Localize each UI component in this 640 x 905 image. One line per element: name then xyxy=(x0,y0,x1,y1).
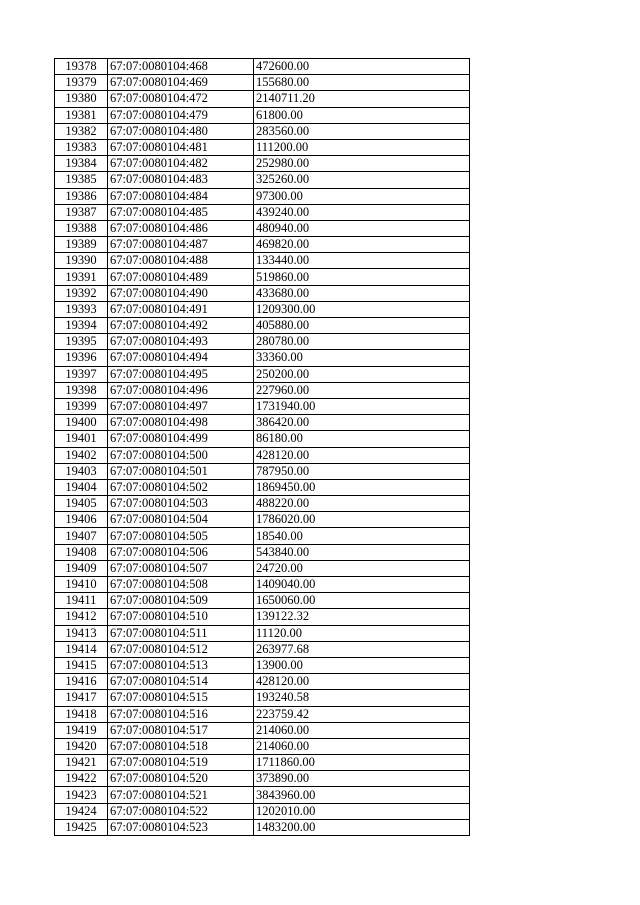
table-row xyxy=(55,285,470,301)
cadastral-number-cell: 67:07:0080104:486 xyxy=(108,220,254,236)
table-row xyxy=(55,75,470,91)
amount-cell: 252980.00 xyxy=(254,156,470,172)
row-number-cell: 19380 xyxy=(55,91,108,107)
table-row xyxy=(55,350,470,366)
row-number-cell: 19415 xyxy=(55,657,108,673)
table-row xyxy=(55,237,470,253)
amount-cell: 13900.00 xyxy=(254,657,470,673)
amount-cell: 1409040.00 xyxy=(254,577,470,593)
amount-cell: 439240.00 xyxy=(254,204,470,220)
amount-cell: 1786020.00 xyxy=(254,512,470,528)
cadastral-number-cell: 67:07:0080104:522 xyxy=(108,803,254,819)
table-row xyxy=(55,690,470,706)
cadastral-number-cell: 67:07:0080104:500 xyxy=(108,447,254,463)
row-number-cell: 19412 xyxy=(55,609,108,625)
table-row xyxy=(55,415,470,431)
table-row xyxy=(55,220,470,236)
amount-cell: 280780.00 xyxy=(254,334,470,350)
amount-cell: 1731940.00 xyxy=(254,398,470,414)
cadastral-number-cell: 67:07:0080104:515 xyxy=(108,690,254,706)
cadastral-number-cell: 67:07:0080104:487 xyxy=(108,237,254,253)
cadastral-number-cell: 67:07:0080104:523 xyxy=(108,819,254,835)
amount-cell: 405880.00 xyxy=(254,318,470,334)
table-row xyxy=(55,398,470,414)
row-number-cell: 19392 xyxy=(55,285,108,301)
amount-cell: 263977.68 xyxy=(254,641,470,657)
cadastral-number-cell: 67:07:0080104:497 xyxy=(108,398,254,414)
amount-cell: 214060.00 xyxy=(254,722,470,738)
row-number-cell: 19381 xyxy=(55,107,108,123)
table-row xyxy=(55,204,470,220)
amount-cell: 223759.42 xyxy=(254,706,470,722)
row-number-cell: 19394 xyxy=(55,318,108,334)
cadastral-number-cell: 67:07:0080104:498 xyxy=(108,415,254,431)
cadastral-number-cell: 67:07:0080104:491 xyxy=(108,301,254,317)
row-number-cell: 19397 xyxy=(55,366,108,382)
row-number-cell: 19401 xyxy=(55,431,108,447)
table-row xyxy=(55,512,470,528)
table-row xyxy=(55,771,470,787)
cadastral-number-cell: 67:07:0080104:479 xyxy=(108,107,254,123)
row-number-cell: 19402 xyxy=(55,447,108,463)
amount-cell: 11120.00 xyxy=(254,625,470,641)
table-row xyxy=(55,188,470,204)
amount-cell: 469820.00 xyxy=(254,237,470,253)
row-number-cell: 19382 xyxy=(55,123,108,139)
cadastral-number-cell: 67:07:0080104:507 xyxy=(108,560,254,576)
amount-cell: 283560.00 xyxy=(254,123,470,139)
row-number-cell: 19419 xyxy=(55,722,108,738)
cadastral-number-cell: 67:07:0080104:505 xyxy=(108,528,254,544)
amount-cell: 33360.00 xyxy=(254,350,470,366)
row-number-cell: 19405 xyxy=(55,496,108,512)
cadastral-number-cell: 67:07:0080104:488 xyxy=(108,253,254,269)
row-number-cell: 19416 xyxy=(55,674,108,690)
table-row xyxy=(55,463,470,479)
cadastral-number-cell: 67:07:0080104:501 xyxy=(108,463,254,479)
cadastral-number-cell: 67:07:0080104:495 xyxy=(108,366,254,382)
table-row xyxy=(55,156,470,172)
row-number-cell: 19399 xyxy=(55,398,108,414)
table-row xyxy=(55,479,470,495)
table-row xyxy=(55,738,470,754)
table-row xyxy=(55,625,470,641)
cadastral-number-cell: 67:07:0080104:506 xyxy=(108,544,254,560)
table-row xyxy=(55,706,470,722)
amount-cell: 24720.00 xyxy=(254,560,470,576)
row-number-cell: 19391 xyxy=(55,269,108,285)
table-row xyxy=(55,722,470,738)
amount-cell: 433680.00 xyxy=(254,285,470,301)
cadastral-number-cell: 67:07:0080104:519 xyxy=(108,755,254,771)
row-number-cell: 19383 xyxy=(55,139,108,155)
cadastral-number-cell: 67:07:0080104:493 xyxy=(108,334,254,350)
table-row xyxy=(55,641,470,657)
amount-cell: 386420.00 xyxy=(254,415,470,431)
amount-cell: 133440.00 xyxy=(254,253,470,269)
table-row xyxy=(55,269,470,285)
amount-cell: 193240.58 xyxy=(254,690,470,706)
cadastral-number-cell: 67:07:0080104:484 xyxy=(108,188,254,204)
table-row xyxy=(55,382,470,398)
table-row xyxy=(55,528,470,544)
amount-cell: 325260.00 xyxy=(254,172,470,188)
amount-cell: 111200.00 xyxy=(254,139,470,155)
row-number-cell: 19379 xyxy=(55,75,108,91)
row-number-cell: 19424 xyxy=(55,803,108,819)
table-row xyxy=(55,496,470,512)
table-row xyxy=(55,91,470,107)
table-row xyxy=(55,301,470,317)
cadastral-number-cell: 67:07:0080104:469 xyxy=(108,75,254,91)
amount-cell: 18540.00 xyxy=(254,528,470,544)
table-row xyxy=(55,253,470,269)
cadastral-number-cell: 67:07:0080104:482 xyxy=(108,156,254,172)
table-row xyxy=(55,334,470,350)
table-row xyxy=(55,544,470,560)
table-row xyxy=(55,609,470,625)
table-row xyxy=(55,787,470,803)
row-number-cell: 19387 xyxy=(55,204,108,220)
amount-cell: 155680.00 xyxy=(254,75,470,91)
amount-cell: 61800.00 xyxy=(254,107,470,123)
table-row xyxy=(55,560,470,576)
row-number-cell: 19425 xyxy=(55,819,108,835)
amount-cell: 139122.32 xyxy=(254,609,470,625)
amount-cell: 3843960.00 xyxy=(254,787,470,803)
amount-cell: 1209300.00 xyxy=(254,301,470,317)
row-number-cell: 19413 xyxy=(55,625,108,641)
cadastral-number-cell: 67:07:0080104:492 xyxy=(108,318,254,334)
row-number-cell: 19378 xyxy=(55,59,108,75)
cadastral-number-cell: 67:07:0080104:499 xyxy=(108,431,254,447)
table-row xyxy=(55,674,470,690)
row-number-cell: 19388 xyxy=(55,220,108,236)
row-number-cell: 19400 xyxy=(55,415,108,431)
row-number-cell: 19410 xyxy=(55,577,108,593)
row-number-cell: 19421 xyxy=(55,755,108,771)
table-row xyxy=(55,366,470,382)
row-number-cell: 19406 xyxy=(55,512,108,528)
amount-cell: 1202010.00 xyxy=(254,803,470,819)
table-row xyxy=(55,318,470,334)
table-row xyxy=(55,172,470,188)
table-row xyxy=(55,803,470,819)
amount-cell: 787950.00 xyxy=(254,463,470,479)
table-row xyxy=(55,107,470,123)
row-number-cell: 19385 xyxy=(55,172,108,188)
amount-cell: 86180.00 xyxy=(254,431,470,447)
table-row xyxy=(55,755,470,771)
table-row xyxy=(55,819,470,835)
row-number-cell: 19393 xyxy=(55,301,108,317)
amount-cell: 428120.00 xyxy=(254,674,470,690)
amount-cell: 543840.00 xyxy=(254,544,470,560)
table-row xyxy=(55,431,470,447)
cadastral-number-cell: 67:07:0080104:516 xyxy=(108,706,254,722)
row-number-cell: 19411 xyxy=(55,593,108,609)
row-number-cell: 19423 xyxy=(55,787,108,803)
amount-cell: 2140711.20 xyxy=(254,91,470,107)
row-number-cell: 19420 xyxy=(55,738,108,754)
row-number-cell: 19422 xyxy=(55,771,108,787)
table-row xyxy=(55,123,470,139)
cadastral-number-cell: 67:07:0080104:517 xyxy=(108,722,254,738)
cadastral-number-cell: 67:07:0080104:514 xyxy=(108,674,254,690)
row-number-cell: 19403 xyxy=(55,463,108,479)
cadastral-number-cell: 67:07:0080104:472 xyxy=(108,91,254,107)
row-number-cell: 19407 xyxy=(55,528,108,544)
row-number-cell: 19384 xyxy=(55,156,108,172)
row-number-cell: 19404 xyxy=(55,479,108,495)
amount-cell: 519860.00 xyxy=(254,269,470,285)
amount-cell: 250200.00 xyxy=(254,366,470,382)
cadastral-number-cell: 67:07:0080104:489 xyxy=(108,269,254,285)
row-number-cell: 19398 xyxy=(55,382,108,398)
amount-cell: 480940.00 xyxy=(254,220,470,236)
table-row xyxy=(55,577,470,593)
cadastral-number-cell: 67:07:0080104:518 xyxy=(108,738,254,754)
amount-cell: 97300.00 xyxy=(254,188,470,204)
table-row xyxy=(55,59,470,75)
cadastral-number-cell: 67:07:0080104:510 xyxy=(108,609,254,625)
table-row xyxy=(55,447,470,463)
amount-cell: 373890.00 xyxy=(254,771,470,787)
table-body xyxy=(55,59,470,836)
row-number-cell: 19414 xyxy=(55,641,108,657)
table-row xyxy=(55,139,470,155)
cadastral-number-cell: 67:07:0080104:502 xyxy=(108,479,254,495)
amount-cell: 1869450.00 xyxy=(254,479,470,495)
cadastral-number-cell: 67:07:0080104:485 xyxy=(108,204,254,220)
cadastral-number-cell: 67:07:0080104:511 xyxy=(108,625,254,641)
cadastral-number-cell: 67:07:0080104:521 xyxy=(108,787,254,803)
row-number-cell: 19418 xyxy=(55,706,108,722)
row-number-cell: 19409 xyxy=(55,560,108,576)
cadastral-number-cell: 67:07:0080104:483 xyxy=(108,172,254,188)
amount-cell: 1483200.00 xyxy=(254,819,470,835)
cadastral-number-cell: 67:07:0080104:512 xyxy=(108,641,254,657)
cadastral-number-cell: 67:07:0080104:481 xyxy=(108,139,254,155)
amount-cell: 227960.00 xyxy=(254,382,470,398)
row-number-cell: 19408 xyxy=(55,544,108,560)
cadastral-number-cell: 67:07:0080104:503 xyxy=(108,496,254,512)
document-sheet xyxy=(54,58,469,836)
cadastral-number-cell: 67:07:0080104:480 xyxy=(108,123,254,139)
table-row xyxy=(55,657,470,673)
table-row xyxy=(55,593,470,609)
row-number-cell: 19386 xyxy=(55,188,108,204)
cadastral-number-cell: 67:07:0080104:496 xyxy=(108,382,254,398)
amount-cell: 472600.00 xyxy=(254,59,470,75)
row-number-cell: 19395 xyxy=(55,334,108,350)
row-number-cell: 19396 xyxy=(55,350,108,366)
amount-cell: 488220.00 xyxy=(254,496,470,512)
amount-cell: 1650060.00 xyxy=(254,593,470,609)
cadastral-number-cell: 67:07:0080104:494 xyxy=(108,350,254,366)
row-number-cell: 19389 xyxy=(55,237,108,253)
amount-cell: 428120.00 xyxy=(254,447,470,463)
amount-cell: 214060.00 xyxy=(254,738,470,754)
data-table xyxy=(54,58,470,836)
cadastral-number-cell: 67:07:0080104:513 xyxy=(108,657,254,673)
cadastral-number-cell: 67:07:0080104:468 xyxy=(108,59,254,75)
cadastral-number-cell: 67:07:0080104:508 xyxy=(108,577,254,593)
cadastral-number-cell: 67:07:0080104:504 xyxy=(108,512,254,528)
row-number-cell: 19390 xyxy=(55,253,108,269)
row-number-cell: 19417 xyxy=(55,690,108,706)
amount-cell: 1711860.00 xyxy=(254,755,470,771)
cadastral-number-cell: 67:07:0080104:520 xyxy=(108,771,254,787)
cadastral-number-cell: 67:07:0080104:509 xyxy=(108,593,254,609)
cadastral-number-cell: 67:07:0080104:490 xyxy=(108,285,254,301)
